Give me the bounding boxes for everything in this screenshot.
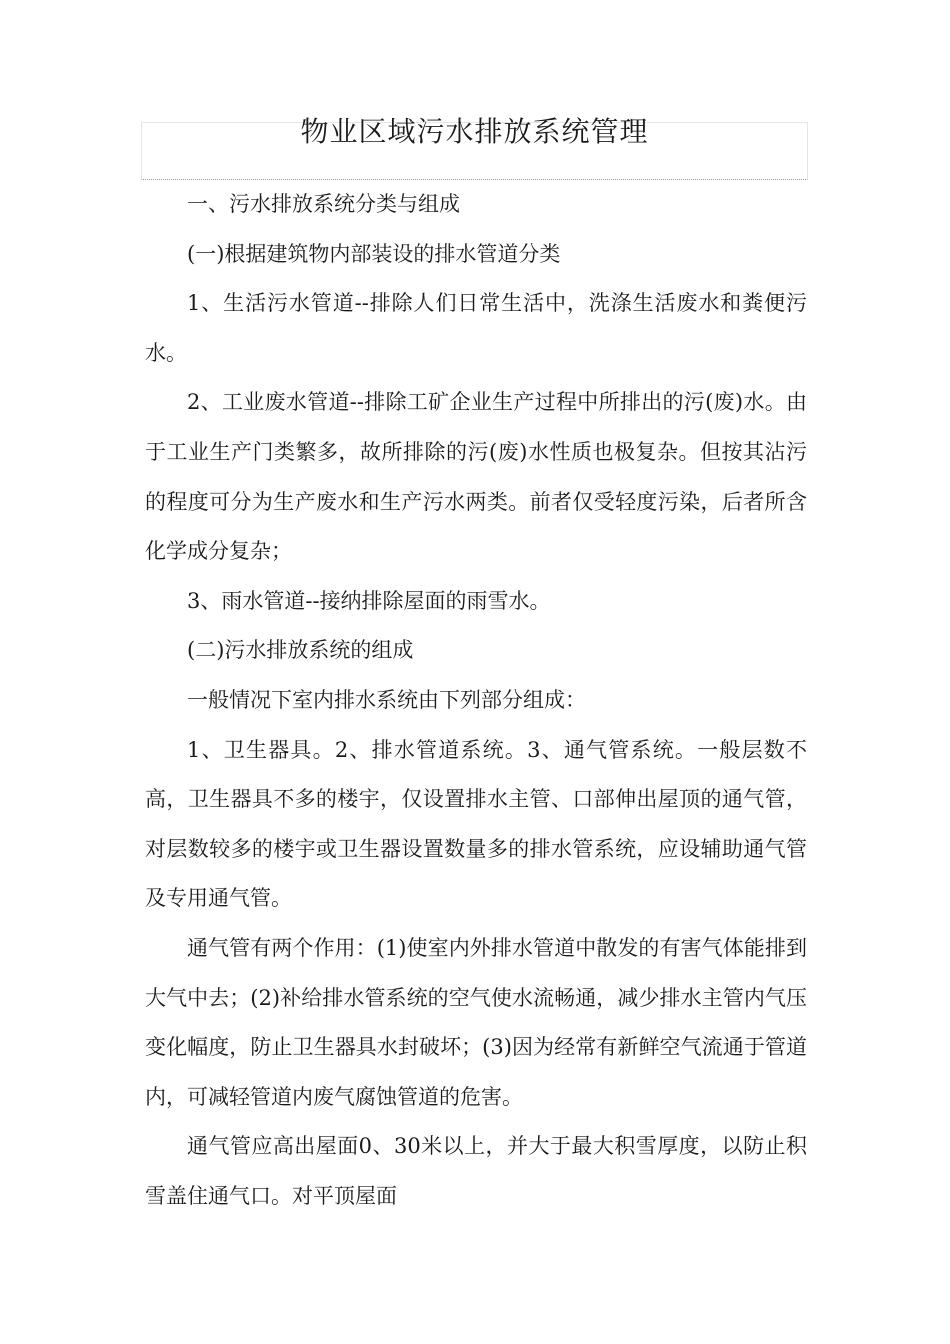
subsection-heading-1: (一)根据建筑物内部装设的排水管道分类 <box>187 241 561 266</box>
body-paragraph: 一般情况下室内排水系统由下列部分组成： <box>187 687 586 712</box>
subsection-heading-2: (二)污水排放系统的组成 <box>187 638 414 663</box>
section-heading-1: 一、污水排放系统分类与组成 <box>187 192 460 216</box>
body-paragraph: 1、生活污水管道--排除人们日常生活中，洗涤生活废水和粪便污水。 <box>145 291 807 365</box>
body-paragraph: 通气管应高出屋面0、30米以上，并大于最大积雪厚度，以防止积雪盖住通气口。对平顶屋面 <box>145 1134 807 1208</box>
document-title: 物业区域污水排放系统管理 <box>300 115 649 148</box>
body-paragraph: 1、卫生器具。2、排水管道系统。3、通气管系统。一般层数不高，卫生器具不多的楼宇，仅设置排水主管、口部伸出屋顶的通气管，对层数较多的楼宇或卫生器设置数量多的排水管系统，应设辅助通气管及专用通气管。 <box>145 737 807 911</box>
body-paragraph: 2、工业废水管道--排除工矿企业生产过程中所排出的污(废)水。由于工业生产门类繁多，故所排除的污(废)水性质也极复杂。但按其沾污的程度可分为生产废水和生产污水两类。前者仅受轻度污染，后者所含化学成分复杂； <box>145 390 807 564</box>
document-body <box>145 180 807 1221</box>
body-paragraph: 3、雨水管道--接纳排除屋面的雨雪水。 <box>187 588 551 613</box>
body-paragraph: 通气管有两个作用：(1)使室内外排水管道中散发的有害气体能排到大气中去；(2)补给排水管系统的空气使水流畅通，减少排水主管内气压变化幅度，防止卫生器具水封破坏；(3)因为经常有新鲜空气流通于管道内，可减轻管道内废气腐蚀管道的危害。 <box>145 935 807 1109</box>
